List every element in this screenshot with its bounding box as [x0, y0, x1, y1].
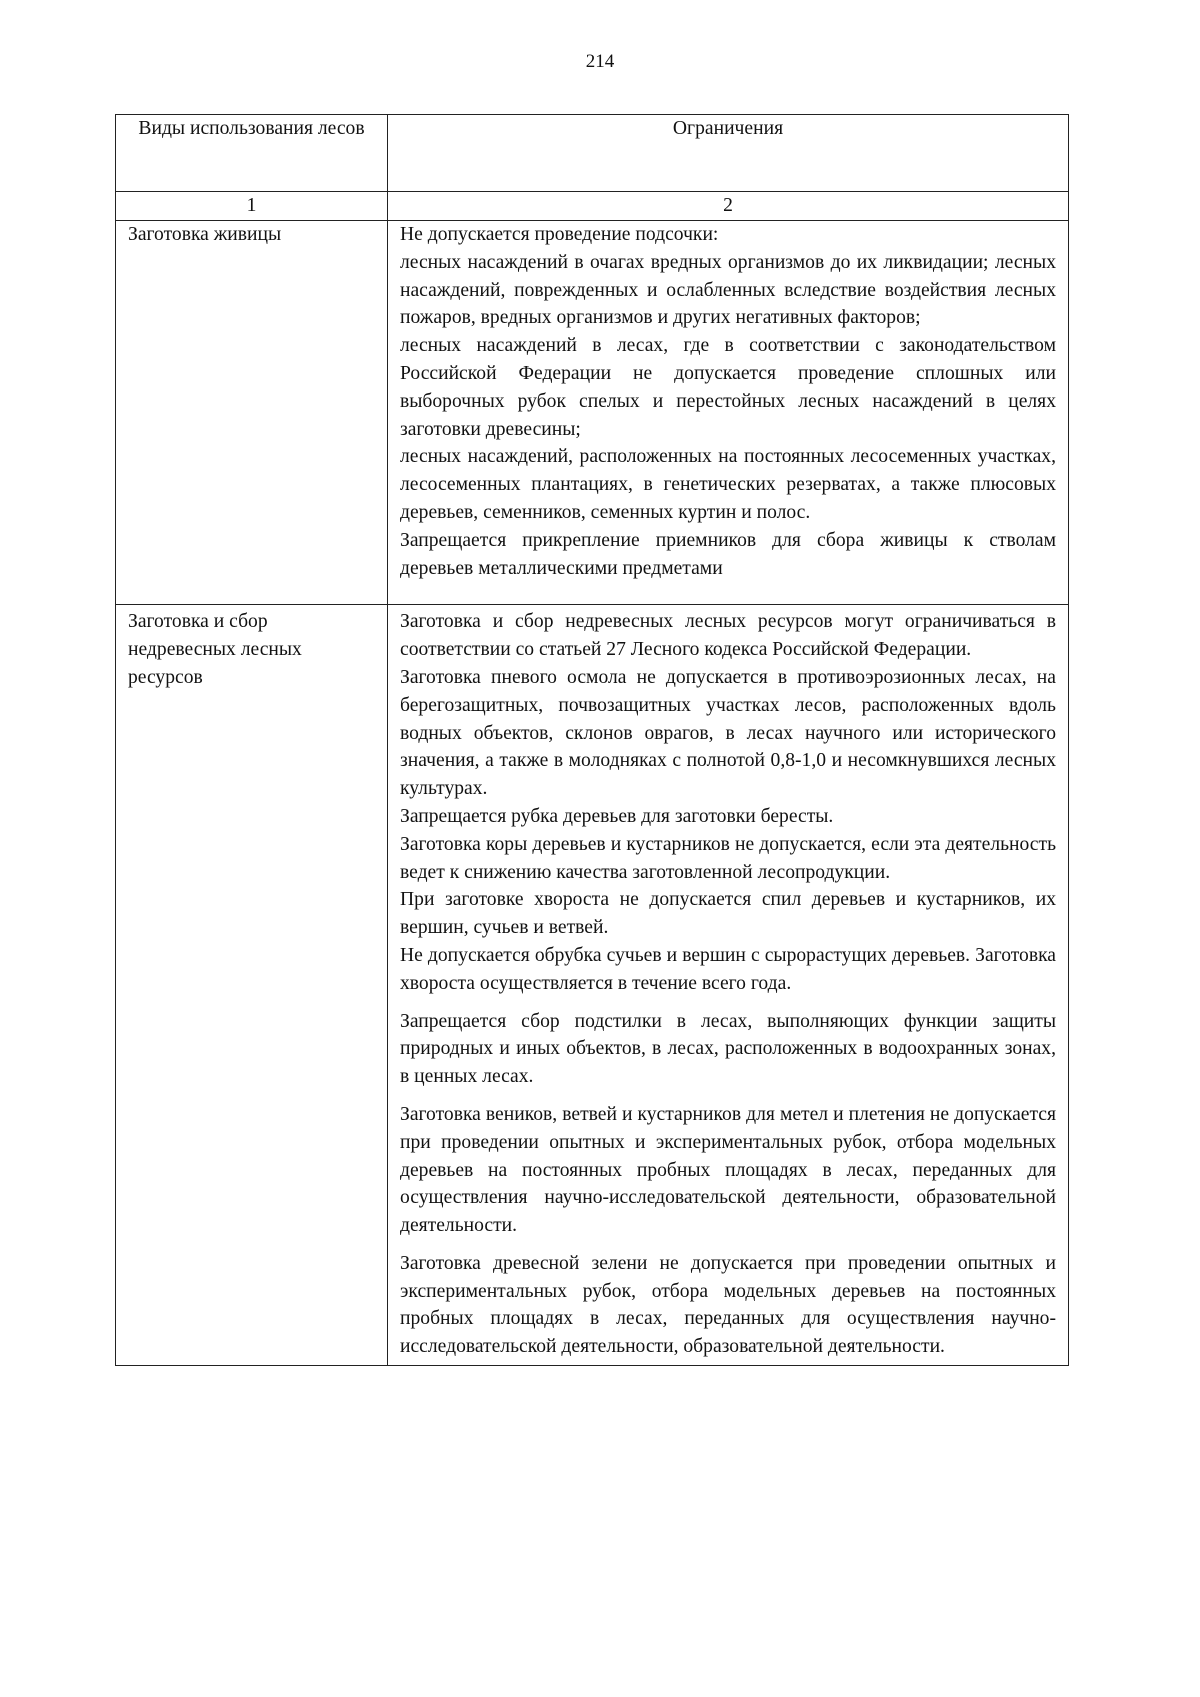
column-number-1: 1 — [116, 192, 388, 221]
limitation-paragraph: Запрещается рубка деревьев для заготовки бересты. — [400, 805, 834, 827]
table-header-row — [116, 115, 1069, 192]
limitation-paragraph: Заготовка коры деревьев и кустарников не допускается, если эта деятельность ведет к снижению качества заготовленной лесопродукции. — [400, 833, 1056, 883]
limitation-paragraph: При заготовке хвороста не допускается спил деревьев и кустарников, их вершин, сучьев и ветвей. — [400, 889, 1056, 939]
header-forest-use-types — [116, 115, 388, 192]
limitation-paragraph: Не допускается проведение подсочки: — [400, 224, 719, 245]
table-row — [116, 221, 1069, 605]
page-number: 214 — [585, 51, 615, 72]
use-type-cell: Заготовка живицы — [116, 221, 388, 605]
header-limitations — [388, 115, 1069, 192]
limitation-paragraph: Заготовка веников, ветвей и кустарников для метел и плетения не допускается при проведении опытных и экспериментальных рубок, отбора модельных деревьев на постоянных пробных площадях в лесах, переданных для осуществления научно-исследовательской деятельности, образовательной деятельности. — [400, 1103, 1056, 1237]
limitation-paragraph: Не допускается обрубка сучьев и вершин с сырорастущих деревьев. Заготовка хвороста осуществляется в течение всего года. — [400, 944, 1056, 994]
use-type-cell: Заготовка и сбор недревесных лесных ресурсов — [116, 605, 388, 1366]
limitations-cell — [388, 605, 1069, 1366]
limitation-paragraph: Запрещается прикрепление приемников для сбора живицы к стволам деревьев металлическими предметами — [400, 529, 1056, 579]
limitation-paragraph: Запрещается сбор подстилки в лесах, выполняющих функции защиты природных и иных объектов, в лесах, расположенных в водоохранных зонах, в ценных лесах. — [400, 1010, 1056, 1088]
column-number-row — [116, 192, 1069, 221]
forest-use-limitations-table — [115, 114, 1069, 1366]
header-col2-text: Ограничения — [672, 118, 784, 139]
limitation-paragraph: лесных насаждений, расположенных на постоянных лесосеменных участках, лесосеменных плантациях, в генетических резерватах, а также плюсовых деревьев, семенников, семенных куртин и полос. — [400, 446, 1056, 523]
table-row — [116, 605, 1069, 1366]
limitation-paragraph: Заготовка пневого осмола не допускается в противоэрозионных лесах, на берегозащитных, почвозащитных участках лесов, расположенных вдоль водных объектов, склонов оврагов, в лесах научного или исторического значения, а также в молодняках с полнотой 0,8-1,0 и несомкнувшихся лесных культурах. — [400, 666, 1056, 800]
header-col1-text: Виды использования лесов — [138, 118, 365, 139]
limitation-paragraph: Заготовка и сбор недревесных лесных ресурсов могут ограничиваться в соответствии со статьей 27 Лесного кодекса Российской Федерации. — [400, 611, 1056, 661]
limitation-paragraph: лесных насаждений в лесах, где в соответствии с законодательством Российской Федерации не допускается проведение сплошных или выборочных рубок спелых и перестойных лесных насаждений в целях заготовки древесины; — [400, 335, 1056, 440]
column-number-2: 2 — [388, 192, 1069, 221]
limitation-paragraph: лесных насаждений в очагах вредных организмов до их ликвидации; лесных насаждений, поврежденных и ослабленных вследствие воздействия лесных пожаров, вредных организмов и других негативных факторов; — [400, 251, 1056, 329]
limitations-cell — [388, 221, 1069, 605]
limitation-paragraph: Заготовка древесной зелени не допускается при проведении опытных и экспериментальных рубок, отбора модельных деревьев на постоянных пробных площадях в лесах, переданных для осуществления научно-исследовательской деятельности, образовательной деятельности. — [400, 1252, 1056, 1358]
